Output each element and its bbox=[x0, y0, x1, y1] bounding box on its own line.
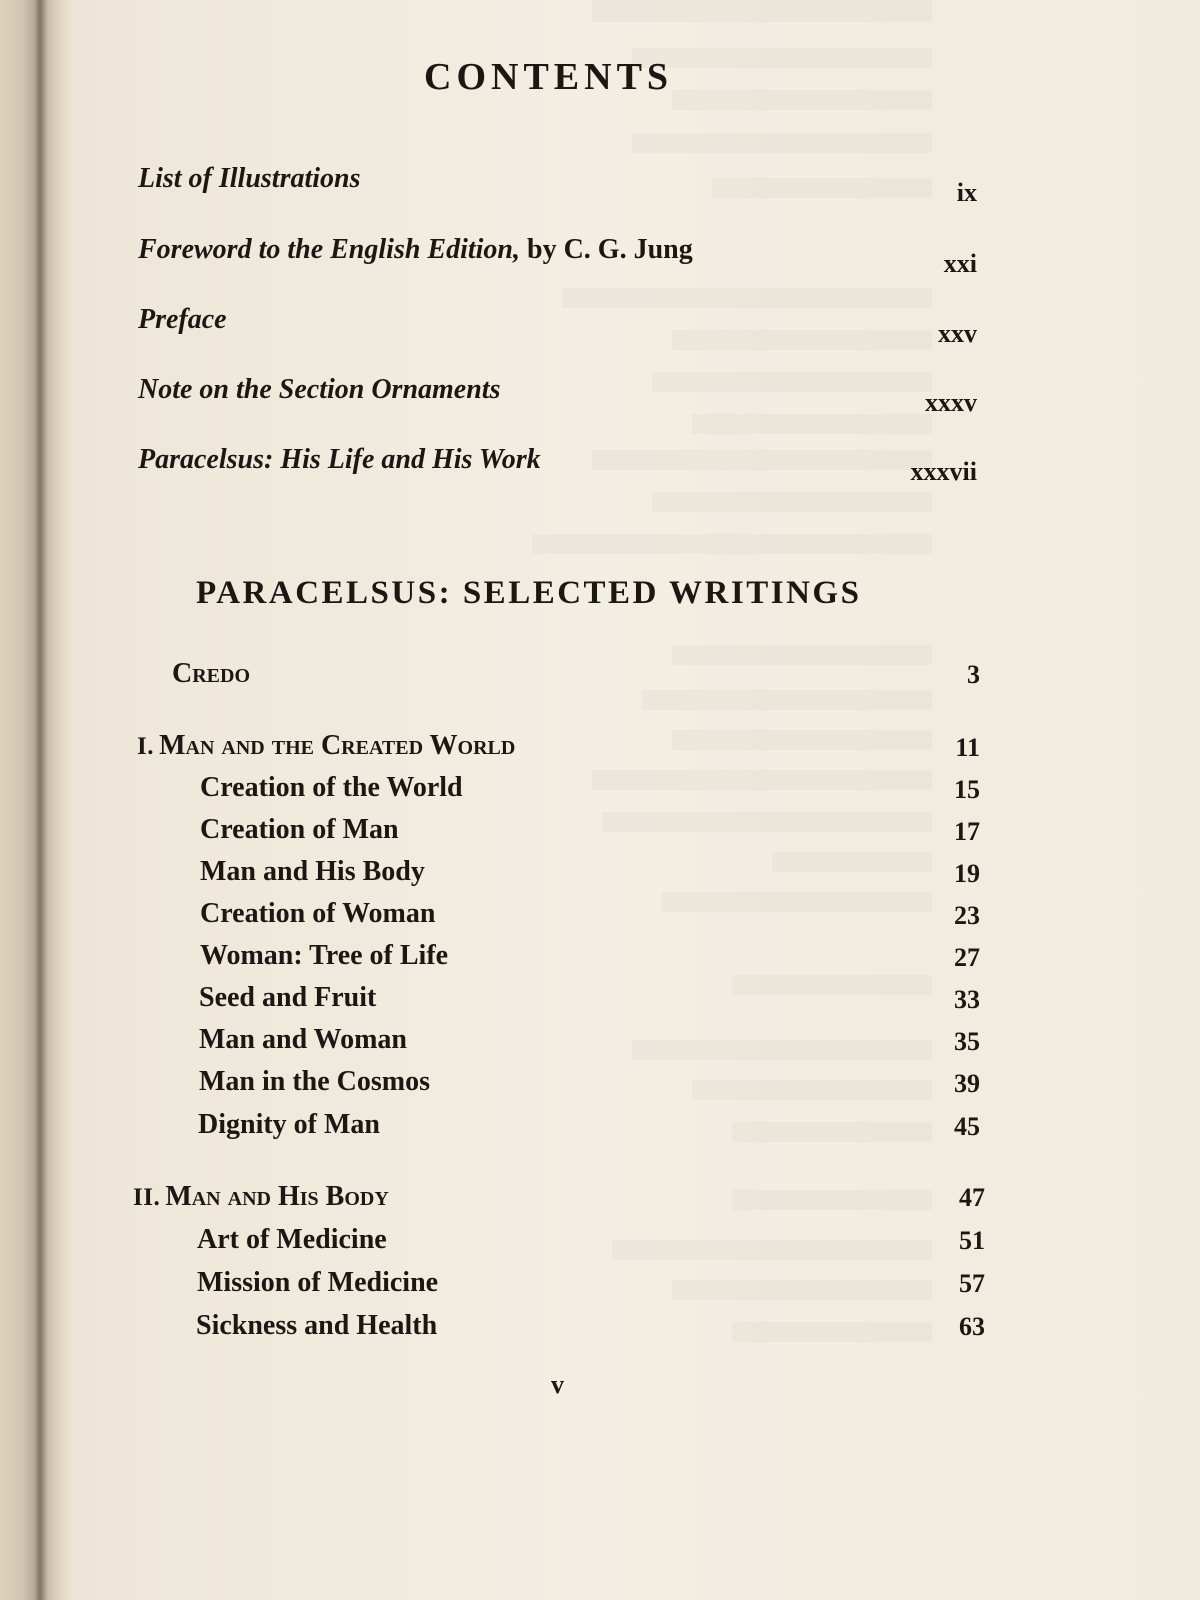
toc-entry-preface[interactable] bbox=[138, 304, 227, 336]
toc-entry[interactable]: Dignity of Man bbox=[198, 1109, 380, 1140]
toc-page-number: 51 bbox=[959, 1226, 985, 1255]
toc-page-number: 23 bbox=[954, 901, 980, 930]
toc-part-heading-1[interactable] bbox=[137, 730, 515, 762]
toc-page-number: xxv bbox=[938, 319, 977, 348]
toc-entry-credo[interactable]: Credo bbox=[172, 658, 251, 689]
toc-entry[interactable]: Creation of the World bbox=[200, 772, 463, 803]
toc-entry[interactable]: Man and Woman bbox=[199, 1024, 407, 1055]
toc-page-number: 3 bbox=[967, 660, 980, 689]
toc-entry[interactable]: Creation of Man bbox=[200, 814, 399, 845]
toc-entry-title: Note on the Section Ornaments bbox=[138, 374, 501, 405]
toc-entry[interactable]: Mission of Medicine bbox=[197, 1267, 439, 1298]
toc-page-number: 27 bbox=[954, 943, 980, 972]
toc-page-number: xxi bbox=[943, 249, 977, 278]
toc-entry-author: by C. G. Jung bbox=[520, 234, 693, 265]
toc-page-number: xxxv bbox=[925, 388, 977, 417]
toc-page-number: 57 bbox=[959, 1269, 985, 1298]
toc-page-number: ix bbox=[956, 178, 977, 207]
toc-entry[interactable]: Art of Medicine bbox=[197, 1224, 387, 1255]
part-numeral: I. bbox=[137, 733, 154, 760]
toc-entry[interactable]: Creation of Woman bbox=[200, 898, 436, 929]
toc-page-number: 15 bbox=[954, 775, 980, 804]
toc-page-number: 45 bbox=[954, 1112, 980, 1141]
toc-entry-foreword[interactable] bbox=[138, 234, 693, 266]
toc-part-heading-2[interactable] bbox=[133, 1181, 389, 1213]
toc-page-number: xxxvii bbox=[910, 457, 977, 486]
book-gutter bbox=[0, 0, 72, 1600]
toc-entry[interactable]: Seed and Fruit bbox=[199, 982, 377, 1013]
toc-entry-life-and-work[interactable] bbox=[138, 444, 541, 476]
part-title: Man and the Created World bbox=[159, 730, 516, 761]
toc-entry-title: Preface bbox=[138, 304, 227, 335]
page-number-folio: v bbox=[551, 1370, 564, 1399]
toc-page-number: 63 bbox=[959, 1312, 985, 1341]
part-numeral: II. bbox=[133, 1184, 161, 1211]
toc-page-number: 33 bbox=[954, 985, 980, 1014]
toc-page-number: 17 bbox=[954, 817, 980, 846]
toc-entry-title: Paracelsus: His Life and His Work bbox=[138, 444, 541, 475]
page-title: CONTENTS bbox=[424, 56, 674, 98]
toc-entry-list-of-illustrations[interactable] bbox=[138, 163, 361, 195]
toc-page-number: 19 bbox=[954, 859, 980, 888]
toc-entry-title: List of Illustrations bbox=[138, 163, 361, 194]
toc-entry[interactable]: Man in the Cosmos bbox=[199, 1066, 431, 1097]
toc-page-number: 35 bbox=[954, 1027, 980, 1056]
toc-page-number: 11 bbox=[955, 733, 980, 762]
toc-page-number: 39 bbox=[954, 1069, 980, 1098]
toc-entry[interactable]: Man and His Body bbox=[200, 856, 425, 887]
section-heading: PARACELSUS: SELECTED WRITINGS bbox=[196, 575, 862, 611]
toc-entry[interactable]: Woman: Tree of Life bbox=[200, 940, 449, 971]
toc-entry-title: Foreword to the English Edition, bbox=[138, 234, 520, 265]
toc-entry-section-ornaments[interactable] bbox=[138, 374, 500, 406]
toc-entry[interactable]: Sickness and Health bbox=[196, 1310, 438, 1341]
toc-page-number: 47 bbox=[959, 1183, 985, 1212]
part-title: Man and His Body bbox=[165, 1181, 389, 1212]
